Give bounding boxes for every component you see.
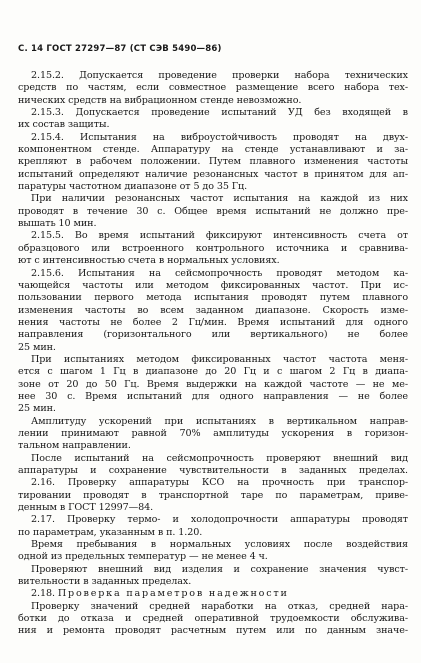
- text-line: 2.15.6. Испытания на сейсмопрочность проводят методом ка-: [31, 267, 408, 279]
- section-heading-line: 2.18. Проверка параметров надежности: [31, 588, 289, 600]
- text-line: Амплитуду ускорений при испытаниях в вертикальном направ-: [31, 415, 408, 427]
- text-line: 2.16. Проверку аппаратуры КСО на прочность при транспор-: [31, 477, 408, 489]
- text-line: тальном направлении.: [18, 440, 131, 452]
- text-line: образцового или встроенного контрольного источника и сравнива-: [18, 242, 408, 254]
- text-line: лении принимают равной 70% амплитуды ускорения в горизон-: [18, 427, 408, 439]
- text-line: 2.15.2. Допускается проведение проверки набора технических: [31, 70, 408, 81]
- text-line: по параметрам, указанным в п. 1.20.: [18, 526, 203, 538]
- text-line: 2.17. Проверку термо- и холодопрочности аппаратуры проводят: [31, 514, 408, 526]
- document-body: [18, 70, 408, 638]
- text-line: ют с интенсивностью счета в нормальных условиях.: [18, 255, 280, 267]
- text-line: нее 30 с. Время испытаний для одного направления — не более: [18, 390, 408, 402]
- text-line: После испытаний на сейсмопрочность проверяют внешний вид: [31, 452, 408, 464]
- text-line: 25 мин.: [18, 403, 56, 415]
- text-line: паратуры частотном диапазоне от 5 до 35 Гц.: [18, 181, 248, 193]
- text-line: зоне от 20 до 50 Гц. Время выдержки на каждой частоте — не ме-: [18, 378, 408, 390]
- text-line: Проверку значений средней наработки на отказ, средней нара-: [31, 600, 408, 612]
- text-line: проводят в течение 30 с. Общее время испытаний не должно пре-: [18, 205, 408, 217]
- text-line: 25 мин.: [18, 341, 56, 353]
- text-line: При испытаниях методом фиксированных частот частота меня-: [31, 353, 408, 365]
- text-line: При наличии резонансных частот испытания на каждой из них: [31, 193, 408, 205]
- text-line: нения частоты не более 2 Гц/мин. Время испытаний для одного: [18, 316, 408, 328]
- text-line: вительности в заданных пределах.: [18, 576, 192, 588]
- text-line: вышать 10 мин.: [18, 218, 97, 230]
- text-line: ния и ремонта проводят расчетным путем или по данным значе-: [18, 625, 408, 637]
- text-line: 2.15.5. Во время испытаний фиксируют интенсивность счета от: [31, 230, 408, 242]
- text-line: чающейся частоты или методом фиксированных частот. При ис-: [18, 279, 408, 291]
- text-line: испытаний определяют наличие резонансных частот в принятом для ап-: [18, 168, 408, 180]
- text-line: изменения частоты во всем заданном диапазоне. Скорость изме-: [18, 304, 408, 316]
- text-line: одной из предельных температур — не менее 4 ч.: [18, 551, 268, 563]
- text-line: средств по частям, если совместное размещение всего набора тех-: [18, 82, 408, 94]
- text-line: ботки до отказа и средней оперативной трудоемкости обслужива-: [18, 613, 408, 625]
- text-line: ется с шагом 1 Гц в диапазоне до 20 Гц и с шагом 2 Гц в диапа-: [18, 366, 408, 378]
- text-line: Проверяют внешний вид изделия и сохранение значения чувст-: [31, 563, 408, 575]
- text-line: крепляют в рабочем положении. Путем плавного изменения частоты: [18, 156, 408, 168]
- text-line: нических средств на вибрационном стенде невозможно.: [18, 94, 302, 106]
- text-line: Время пребывания в нормальных условиях после воздействия: [31, 539, 408, 551]
- text-line: 2.15.3. Допускается проведение испытаний УД без входящей в: [31, 107, 408, 119]
- text-line: 2.15.4. Испытания на виброустойчивость проводят на двух-: [31, 131, 408, 143]
- text-line: аппаратуры и сохранение чувствительности в заданных пределах.: [18, 465, 408, 476]
- page-header: С. 14 ГОСТ 27297—87 (СТ СЭВ 5490—86): [18, 44, 222, 54]
- text-line: денным в ГОСТ 12997—84.: [18, 502, 154, 514]
- text-line: их состав защиты.: [18, 119, 110, 131]
- text-line: направления (горизонтального или вертикального) не более: [18, 329, 408, 341]
- text-line: тировании проводят в транспортной таре по параметрам, приве-: [18, 489, 408, 501]
- text-line: пользовании первого метода испытания проводят путем плавного: [18, 292, 408, 304]
- text-line: компонентном стенде. Аппаратуру на стенде устанавливают и за-: [18, 144, 408, 156]
